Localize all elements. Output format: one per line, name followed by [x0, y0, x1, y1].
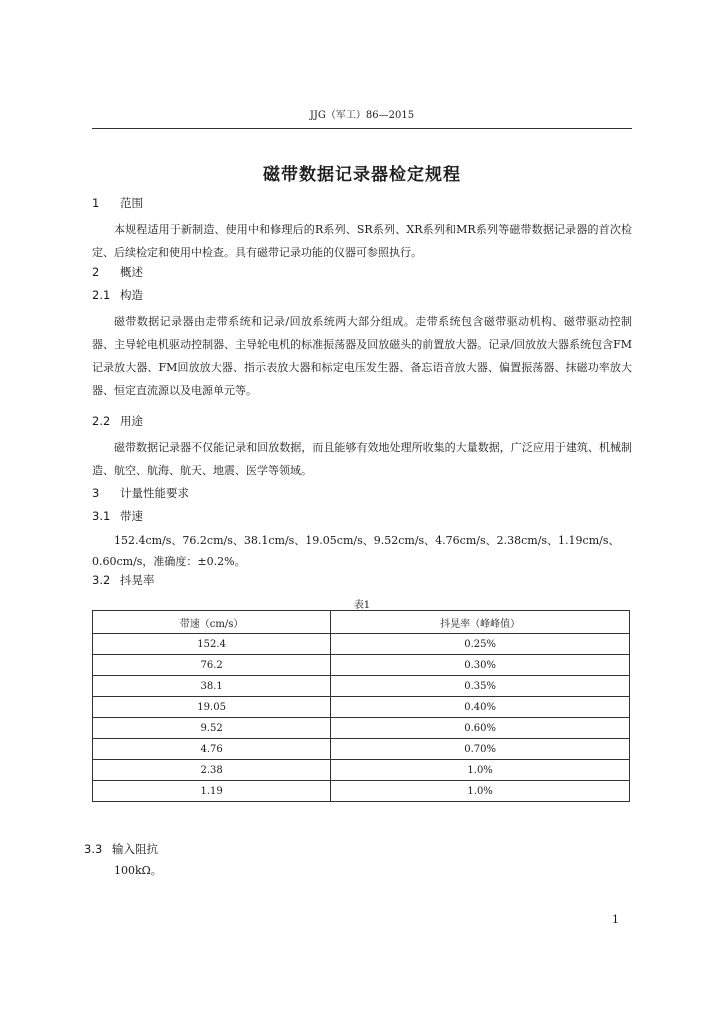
section-1-paragraph: [92, 218, 632, 264]
section-title: 抖晃率: [120, 573, 155, 587]
section-heading-2-2: [92, 413, 143, 429]
column-header-tape-speed: 带速（cm/s）: [93, 611, 331, 634]
table-cell: 1.0%: [331, 760, 630, 781]
section-number: 3: [92, 486, 100, 500]
section-number: 2: [92, 265, 100, 279]
table-row: [93, 676, 630, 697]
table-cell: 0.60%: [331, 718, 630, 739]
section-number: 3.1: [92, 509, 111, 523]
table-cell: 76.2: [93, 655, 331, 676]
section-3-3-paragraph: [92, 860, 632, 881]
table-cell: 19.05: [93, 697, 331, 718]
section-heading-3-3: [84, 841, 158, 857]
section-3-1-paragraph: [92, 530, 632, 572]
section-number: 2.1: [92, 288, 111, 302]
table-cell: 0.25%: [331, 634, 630, 655]
paragraph-line: 0.60cm/s，准确度：±0.2%。: [92, 555, 246, 568]
table-cell: 0.35%: [331, 676, 630, 697]
section-title: 构造: [120, 288, 143, 302]
table-cell: 0.40%: [331, 697, 630, 718]
table-caption: 表1: [353, 600, 371, 611]
section-2-1-paragraph: [92, 310, 632, 402]
table-cell: 38.1: [93, 676, 331, 697]
section-title: 概述: [120, 265, 143, 279]
section-title: 输入阻抗: [112, 842, 158, 856]
header-rule: [92, 128, 632, 129]
table-cell: 9.52: [93, 718, 331, 739]
table-cell: 152.4: [93, 634, 331, 655]
paragraph-text: 磁带数据记录器由走带系统和记录/回放系统两大部分组成。走带系统包含磁带驱动机构、磁带驱动控制器、主导轮电机驱动控制器、主导轮电机的标准振荡器及回放磁头的前置放大器。记录/回放放大器系统包含FM记录放大器、FM回放放大器、指示表放大器和标定电压发生器、备忘语音放大器、偏置振荡器、抹磁功率放大器、恒定直流源以及电源单元等。: [92, 315, 632, 397]
table-cell: 1.19: [93, 781, 331, 802]
wow-flutter-table: [92, 610, 630, 802]
table-row: [93, 655, 630, 676]
section-title: 用途: [120, 414, 143, 428]
running-header: JJG（军工）86—2015: [309, 110, 415, 121]
section-number: 1: [92, 196, 100, 210]
section-number: 3.2: [92, 573, 111, 587]
table-row: [93, 781, 630, 802]
table-cell: 1.0%: [331, 781, 630, 802]
section-heading-2-1: [92, 287, 143, 303]
paragraph-line: 152.4cm/s、76.2cm/s、38.1cm/s、19.05cm/s、9.52cm/s、4.76cm/s、2.38cm/s、1.19cm/s、: [114, 534, 620, 547]
table-cell: 4.76: [93, 739, 331, 760]
section-number: 2.2: [92, 414, 111, 428]
section-2-2-paragraph: [92, 436, 632, 482]
document-title: 磁带数据记录器检定规程: [263, 165, 461, 185]
table-cell: 0.30%: [331, 655, 630, 676]
section-heading-3-2: [92, 572, 155, 588]
section-heading-3: [92, 485, 189, 501]
paragraph-text: 本规程适用于新制造、使用中和修理后的R系列、SR系列、XR系列和MR系列等磁带数据记录器的首次检定、后续检定和使用中检查。具有磁带记录功能的仪器可参照执行。: [92, 223, 632, 259]
section-title: 计量性能要求: [120, 486, 189, 500]
table-row: [93, 634, 630, 655]
table-cell: 0.70%: [331, 739, 630, 760]
paragraph-text: 100kΩ。: [114, 864, 162, 877]
section-number: 3.3: [84, 842, 103, 856]
section-heading-1: [92, 195, 143, 211]
table-row: [93, 760, 630, 781]
section-title: 范围: [120, 196, 143, 210]
table-row: [93, 718, 630, 739]
section-title: 带速: [120, 509, 143, 523]
column-header-wow-flutter: 抖晃率（峰峰值）: [331, 611, 630, 634]
paragraph-text: 磁带数据记录器不仅能记录和回放数据，而且能够有效地处理所收集的大量数据，广泛应用于建筑、机械制造、航空、航海、航天、地震、医学等领域。: [92, 441, 632, 477]
section-heading-3-1: [92, 508, 143, 524]
table-cell: 2.38: [93, 760, 331, 781]
table-row: [93, 697, 630, 718]
section-heading-2: [92, 264, 143, 280]
table-header-row: [93, 611, 630, 634]
page-number: 1: [612, 913, 619, 926]
table-row: [93, 739, 630, 760]
